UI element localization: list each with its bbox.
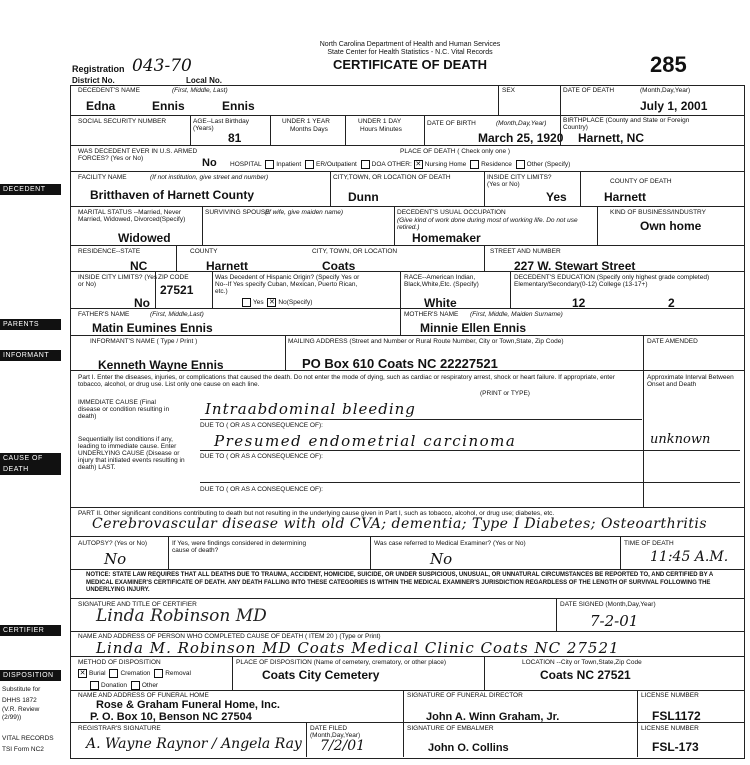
cause-b: Presumed endometrial carcinoma [214,432,517,450]
local-label: Local No. [186,76,223,85]
registrar-label: REGISTRAR'S SIGNATURE [78,725,161,732]
res-county-label: COUNTY [190,248,218,255]
spouse-hint: (If wife, give maiden name) [265,209,344,216]
sequential-label: Sequentially list conditions if any, leading to immediate cause. Enter UNDERLYING CAUSE (Disease or injury that initiated events resulting in death) LAST. [78,436,185,471]
business: Own home [640,219,702,233]
street-label: STREET AND NUMBER [490,248,561,255]
date-filed-label: DATE FILED (Month,Day,Year) [310,725,361,739]
under-1-year-label: UNDER 1 YEAR [282,118,330,125]
dod-label: DATE OF DEATH [563,87,615,94]
race-label: RACE--American Indian, Black,White,Etc. (Specify) [404,274,479,288]
method-options-2: Donation Other [88,681,158,690]
zip-label: ZIP CODE [158,274,189,281]
res-county: Harnett [206,259,249,273]
occupation-label: DECEDENT'S USUAL OCCUPATION [397,209,506,216]
registration-number: 043-70 [132,56,192,76]
county-of-death-label: COUNTY OF DEATH [610,178,672,185]
time-of-death: 11:45 A.M. [650,549,729,565]
marital-label: MARITAL STATUS --Married, Never Married, Widowed, Divorced(Specify) [78,209,186,223]
part2-label: PART II. Other significant conditions contributing to death but not resulting in the underlying cause given in Part I, such as tobacco, alcohol, or drug use; diabetes, etc. [78,510,555,517]
under-1-day-label: UNDER 1 DAY [358,118,402,125]
age-label: AGE--Last Birthday (Years) [193,118,249,132]
section-tag-disposition: DISPOSITION [0,670,61,681]
funeral-director-label: SIGNATURE OF FUNERAL DIRECTOR [407,692,523,699]
dob-label: DATE OF BIRTH [427,120,476,127]
due-to-label: DUE TO ( OR AS A CONSEQUENCE OF): [200,486,323,493]
registrar-signature: A. Wayne Raynor / Angela Ray [86,736,302,752]
due-to-label: DUE TO ( OR AS A CONSEQUENCE OF): [200,422,323,429]
location-label: LOCATION --City or Town,State,Zip Code [522,659,642,666]
funeral-home-label: NAME AND ADDRESS OF FUNERAL HOME [78,692,209,699]
removal-checkbox[interactable] [154,669,163,678]
place-of-death-label: PLACE OF DEATH ( Check only one ) [400,148,511,155]
education-elementary: 12 [572,296,586,310]
ssn-label: SOCIAL SECURITY NUMBER [78,118,167,125]
embalmer: John O. Collins [428,742,509,754]
res-state-label: RESIDENCE--STATE [78,248,141,255]
other-checkbox[interactable] [516,160,525,169]
time-of-death-label: TIME OF DEATH [624,540,674,547]
informant-label: INFORMANT'S NAME ( Type / Print ) [90,338,198,345]
marital-status: Widowed [118,231,171,245]
funeral-director: John A. Winn Graham, Jr. [426,711,560,723]
facility-hint: (If not institution, give street and number) [150,174,269,181]
registration-label: Registration [72,64,125,74]
medical-examiner-label: Was case referred to Medical Examiner? (Yes or No) [374,540,526,547]
inpatient-checkbox[interactable] [265,160,274,169]
nursing-home-checkbox[interactable]: ✕ [415,161,422,168]
autopsy: No [104,550,127,568]
funeral-home-address: P. O. Box 10, Benson NC 27504 [90,711,252,723]
race: White [424,296,457,310]
mailing-address-label: MAILING ADDRESS (Street and Number or Rural Route Number, City or Town,State, Zip Code) [288,338,564,345]
autopsy-label: AUTOPSY? (Yes or No) [78,540,147,547]
doa-checkbox[interactable] [361,160,370,169]
immediate-cause-label: IMMEDIATE CAUSE (Final disease or condition resulting in death) [78,399,170,420]
interval-b: unknown [650,432,711,447]
birthplace-label: BIRTHPLACE (County and State or Foreign Country) [563,117,690,131]
due-to-label: DUE TO ( OR AS A CONSEQUENCE OF): [200,453,323,460]
business-label: KIND OF BUSINESS/INDUSTRY [610,209,706,216]
hispanic-options: Yes ✕ No(Specify) [240,298,312,307]
completed-by-label: NAME AND ADDRESS OF PERSON WHO COMPLETED CAUSE OF DEATH ( ITEM 20 ) (Type or Print) [78,633,381,640]
spouse-label: SURVIVING SPOUSE [205,209,270,216]
location: Coats NC 27521 [540,668,631,682]
occupation-hint: (Give kind of work done during most of working life. Do not use retired.) [397,217,578,231]
section-tag-cause: CAUSE OF DEATH [0,453,61,475]
street-address: 227 W. Stewart Street [514,259,636,273]
father-hint: (First, Middle,Last) [150,311,204,318]
cause-a: Intraabdominal bleeding [205,400,416,418]
armed-forces: No [202,157,217,169]
res-state: NC [130,259,148,273]
form-note: TSI Form NC2 [2,746,44,753]
section-tag-certifier: CERTIFIER [0,625,61,636]
mother-label: MOTHER'S NAME [404,311,459,318]
form-note: (2/99)) [2,714,22,721]
hispanic-label: Was Decedent of Hispanic Origin? (Specify Yes or No--If Yes specify Cuban, Mexican, Puerto Rican, etc.) [215,274,360,295]
burial-checkbox[interactable]: ✕ [79,670,86,677]
mother-name: Minnie Ellen Ennis [420,321,527,335]
form-note: DHHS 1872 [2,697,37,704]
fd-license: FSL1172 [652,709,701,723]
certifier-signature: Linda Robinson MD [96,606,267,626]
sex-label: SEX [502,87,516,94]
part1-instructions: Part I. Enter the diseases, injuries, or complications that caused the death. Do not enter the mode of dying, such as cardiac or respiratory arrest, shock or heart failure. If appropriate, enter tobacco, alcohol, or drug use. List only one cause on each line. [78,374,615,388]
education-label: DECEDENT'S EDUCATION (Specify only highest grade completed) Elementary/Secondary(0-12) College (13-17+) [514,274,710,288]
place-of-disposition-label: PLACE OF DISPOSITION (Name of cemetery, crematory, or other place) [236,659,446,666]
father-label: FATHER'S NAME [78,311,130,318]
agency-center: State Center for Health Statistics - N.C. Vital Records [327,49,493,56]
residence-checkbox[interactable] [470,160,479,169]
notice: NOTICE: STATE LAW REQUIRES THAT ALL DEATHS DUE TO TRAUMA, ACCIDENT, HOMICIDE, SUICIDE, OR UNDER SUSPICIOUS, UNUSUAL, OR UNNATURAL CIRCUMSTANCES BE REPORTED TO, AND CERTIFIED BY A MEDICAL EXAMINER'S CERTIFICATE OF DEATH. ANY DEATH FALLING INTO THESE CATEGORIES IS WITHIN THE MEDICAL EXAMINER'S JURISDICTION REGARDLESS OF THE LENGTH OF SURVIVAL FOLLOWING THE UNDERLYING INJURY. [86,572,714,593]
under-1-day-sub: Hours Minutes [360,126,402,133]
zip-code: 27521 [160,283,194,297]
res-city: Coats [322,259,356,273]
section-tag-parents: PARENTS [0,319,61,330]
date-of-birth: March 25, 1920 [478,131,564,145]
date-of-death: July 1, 2001 [640,99,708,113]
fd-license-label: LICENSE NUMBER [641,692,699,699]
donation-checkbox[interactable] [90,681,99,690]
findings-label: If Yes, were findings considered in determining cause of death? [172,540,307,554]
section-tag-decedent: DECEDENT [0,184,61,195]
hispanic-no-checkbox[interactable]: ✕ [268,299,275,306]
place-of-disposition: Coats City Cemetery [262,668,380,682]
emb-license: FSL-173 [652,740,699,754]
dod-hint: (Month,Day,Year) [640,87,691,94]
embalmer-label: SIGNATURE OF EMBALMER [407,725,494,732]
city-of-death-label: CITY,TOWN, OR LOCATION OF DEATH [333,174,451,181]
part2-conditions: Cerebrovascular disease with old CVA; dementia; Type I Diabetes; Osteoarthritis [92,516,708,532]
city-of-death: Dunn [348,190,379,204]
interval-label: Approximate Interval Between Onset and Death [647,374,734,388]
occupation: Homemaker [412,231,481,245]
mailing-address: PO Box 610 Coats NC 22227521 [302,356,498,371]
res-inside-city: No [134,296,150,310]
cremation-checkbox[interactable] [109,669,118,678]
form-note: (V.R. Review [2,706,40,713]
agency-name: North Carolina Department of Health and Human Services [319,41,501,48]
birthplace: Harnett, NC [578,131,645,145]
completed-by: Linda M. Robinson MD Coats Medical Clinic Coats NC 27521 [96,639,620,657]
county-of-death: Harnett [604,190,647,204]
hispanic-yes-checkbox[interactable] [242,298,251,307]
armed-forces-label: WAS DECEDENT EVER IN U.S. ARMED FORCES? (Yes or No) [78,148,198,162]
facility-name: Britthaven of Harnett County [90,188,255,202]
district-label: District No. [72,76,115,85]
section-tag-informant: INFORMANT [0,350,61,361]
age-value: 81 [228,131,242,145]
name-label: DECEDENT'S NAME [78,87,140,94]
under-1-year-sub: Months Days [290,126,328,133]
other-method-checkbox[interactable] [131,681,140,690]
form-title: CERTIFICATE OF DEATH [332,57,488,72]
date-signed-label: DATE SIGNED (Month,Day,Year) [560,601,656,608]
father-name: Matin Eumines Ennis [92,321,213,335]
emb-license-label: LICENSE NUMBER [641,725,699,732]
decedent-first-name: Edna [86,99,116,113]
form-note: Substitute for [2,686,41,693]
funeral-home-name: Rose & Graham Funeral Home, Inc. [96,699,280,711]
name-hint: (First, Middle, Last) [172,87,228,94]
res-city-label: CITY, TOWN, OR LOCATION [312,248,398,255]
education-college: 2 [668,296,675,310]
date-filed: 7/2/01 [320,738,366,754]
inside-city-label: INSIDE CITY LIMITS? (Yes or No) [487,174,552,188]
certifier-signature-label: SIGNATURE AND TITLE OF CERTIFIER [78,601,197,608]
mother-hint: (First, Middle, Maiden Surname) [470,311,563,318]
date-amended-label: DATE AMENDED [647,338,698,345]
medical-examiner: No [430,550,453,568]
method-label: METHOD OF DISPOSITION [78,659,161,666]
dob-hint: (Month,Day,Year) [496,120,547,127]
certificate-number: 285 [650,52,687,77]
date-signed: 7-2-01 [590,612,639,630]
res-inside-label: INSIDE CITY LIMITS? (Yes or No) [78,274,158,288]
place-of-death-options: HOSPITAL Inpatient ER/Outpatient DOA OTHER: ✕ Nursing Home Residence Other (Specify) [230,161,571,169]
method-options: ✕ Burial Cremation Removal [79,670,191,678]
print-or-type: (PRINT or TYPE) [480,390,530,397]
facility-label: FACILITY NAME [78,174,127,181]
informant-name: Kenneth Wayne Ennis [98,358,224,372]
form-note: VITAL RECORDS [2,735,54,742]
er-outpatient-checkbox[interactable] [305,160,314,169]
decedent-last-name: Ennis [222,99,255,113]
inside-city-limits: Yes [546,190,567,204]
decedent-middle-name: Ennis [152,99,185,113]
